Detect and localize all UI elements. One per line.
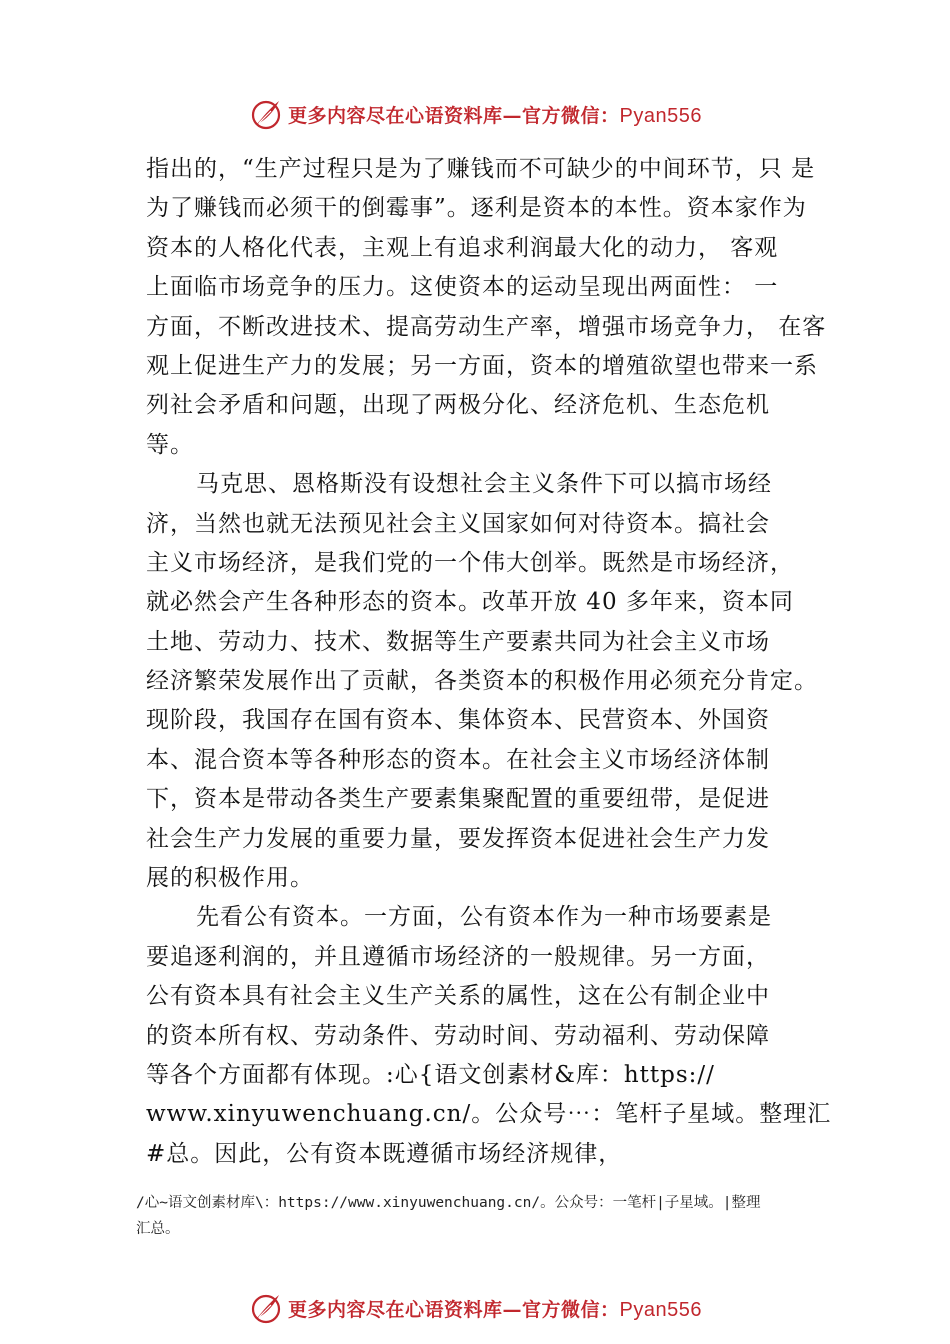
banner-dash: — — [502, 104, 523, 127]
body-line: 等各个方面都有体现。:心{语文创素材&库：https:// — [146, 1061, 715, 1088]
body-line: www.xinyuwenchuang.cn/。公众号⋯：笔杆子星域。整理汇 — [146, 1101, 832, 1128]
body-line: 土地、劳动力、技术、数据等生产要素共同为社会主义市场 — [146, 628, 770, 655]
footnote-line: 汇总。 — [136, 1221, 180, 1237]
body-line: 为了赚钱而必须干的倒霉事”。逐利是资本的本性。资本家作为 — [146, 195, 807, 222]
body-line: 经济繁荣发展作出了贡献，各类资本的积极作用必须充分肯定。 — [146, 668, 818, 695]
header-banner — [0, 92, 950, 136]
body-line: 观上促进生产力的发展；另一方面，资本的增殖欲望也带来一系 — [146, 352, 818, 379]
body-line: 上面临市场竞争的压力。这使资本的运动呈现出两面性： 一 — [146, 274, 779, 301]
body-line: 的资本所有权、劳动条件、劳动时间、劳动福利、劳动保障 — [146, 1022, 770, 1049]
body-line: 等。 — [146, 431, 194, 458]
body-line: 现阶段，我国存在国有资本、集体资本、民营资本、外国资 — [146, 707, 770, 734]
quill-logo-icon — [248, 96, 284, 132]
document-body — [146, 150, 836, 1174]
banner-wechat-id: Pyan556 — [619, 104, 702, 127]
footnote — [136, 1190, 836, 1242]
banner-wechat-id: Pyan556 — [619, 1298, 702, 1321]
footnote-line: /心~语文创素材库\：https://www.xinyuwenchuang.cn/。公众号：一笔杆|子星域。|整理 — [136, 1195, 761, 1211]
body-line: 列社会矛盾和问题，出现了两极分化、经济危机、生态危机 — [146, 392, 770, 419]
body-line: 就必然会产生各种形态的资本。改革开放 40 多年来，资本同 — [146, 589, 794, 616]
footer-banner — [0, 1286, 950, 1330]
body-line: 资本的人格化代表，主观上有追求利润最大化的动力， 客观 — [146, 234, 779, 261]
body-line: 下，资本是带动各类生产要素集聚配置的重要纽带，是促进 — [146, 786, 770, 813]
body-line: #总。因此，公有资本既遵循市场经济规律， — [146, 1140, 623, 1167]
footer-banner-text — [288, 1295, 702, 1322]
banner-slogan: 更多内容尽在心语资料库 — [288, 104, 503, 127]
body-line: 社会生产力发展的重要力量，要发挥资本促进社会生产力发 — [146, 825, 770, 852]
body-line: 济，当然也就无法预见社会主义国家如何对待资本。搞社会 — [146, 510, 770, 537]
body-line: 方面，不断改进技术、提高劳动生产率，增强市场竞争力， 在客 — [146, 313, 827, 340]
banner-dash: — — [502, 1298, 523, 1321]
body-line: 指出的，“生产过程只是为了赚钱而不可缺少的中间环节，只 是 — [146, 156, 816, 182]
header-banner-text — [288, 101, 702, 128]
body-line: 本、混合资本等各种形态的资本。在社会主义市场经济体制 — [146, 746, 770, 773]
body-line: 要追逐利润的，并且遵循市场经济的一般规律。另一方面， — [146, 943, 770, 970]
paragraph-start-line: 先看公有资本。一方面，公有资本作为一种市场要素是 — [196, 904, 772, 931]
banner-wechat-label: 官方微信： — [522, 104, 620, 127]
body-line: 展的积极作用。 — [146, 865, 314, 892]
paragraph-start-line: 马克思、恩格斯没有设想社会主义条件下可以搞市场经 — [196, 471, 772, 498]
body-line: 公有资本具有社会主义生产关系的属性，这在公有制企业中 — [146, 983, 770, 1010]
banner-wechat-label: 官方微信： — [522, 1298, 620, 1321]
banner-slogan: 更多内容尽在心语资料库 — [288, 1298, 503, 1321]
quill-logo-icon — [248, 1290, 284, 1326]
body-line: 主义市场经济，是我们党的一个伟大创举。既然是市场经济， — [146, 549, 794, 576]
